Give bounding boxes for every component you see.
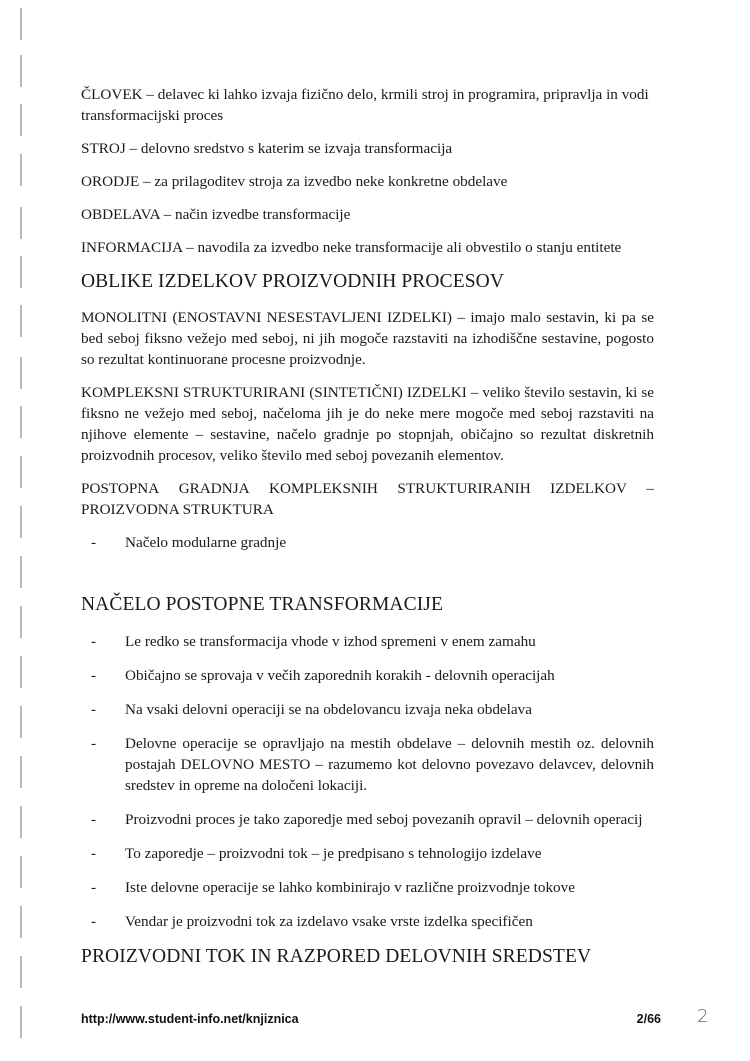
page-number: 2/66 — [636, 1012, 661, 1026]
list-item-text: Le redko se transformacija vhode v izhod spremeni v enem zamahu — [125, 633, 536, 650]
word: POSTOPNA — [81, 480, 160, 497]
page-footer — [81, 1012, 661, 1026]
word: – — [646, 480, 654, 497]
list-item-text: Vendar je proizvodni tok za izdelavo vsake vrste izdelka specifičen — [125, 913, 533, 930]
list-item — [81, 809, 654, 830]
section-heading-nacelo-postopne-transformacije: NAČELO POSTOPNE TRANSFORMACIJE — [81, 594, 444, 615]
word: KOMPLEKSNIH — [269, 480, 378, 497]
separator: – — [125, 140, 141, 157]
definition-text: način izvedbe transformacije — [174, 206, 351, 223]
term: STROJ — [81, 140, 126, 157]
term: ČLOVEK — [81, 86, 143, 103]
word: STRUKTURIRANIH — [397, 480, 531, 497]
definition-clovek — [81, 84, 654, 126]
definition-text: delavec ki lahko izvaja fizično delo, krmili stroj in programira, pripravlja in vodi transformacijski proces — [81, 86, 649, 124]
definition-text: delovno sredstvo s katerim se izvaja transformacija — [140, 140, 453, 157]
subtitle-line-1 — [81, 478, 654, 499]
list-item-text: Delovne operacije se opravljajo na mestih obdelave – delovnih mestih oz. delovnih postajah DELOVNO MESTO – razumemo kot delovno povezavo delavcev, delovnih sredstev in opreme na določeni lokaciji. — [125, 735, 654, 794]
section-heading-oblike-izdelkov: OBLIKE IZDELKOV PROIZVODNIH PROCESOV — [81, 271, 505, 292]
bullet-dash: - — [91, 633, 97, 650]
bullet-dash: - — [91, 667, 97, 684]
bullet-dash: - — [91, 534, 97, 551]
list-item — [81, 665, 654, 686]
list-item — [81, 532, 654, 553]
term: OBDELAVA — [81, 206, 160, 223]
list-item — [81, 733, 654, 796]
definition-obdelava — [81, 204, 654, 225]
separator: – — [139, 173, 155, 190]
bullet-dash: - — [91, 811, 97, 828]
subtitle-postopna-gradnja — [81, 478, 654, 520]
definition-text: za prilagoditev stroja za izvedbo neke konkretne obdelave — [154, 173, 508, 190]
separator: – — [182, 239, 198, 256]
list-item — [81, 631, 654, 652]
definition-informacija — [81, 237, 654, 258]
list-item — [81, 877, 654, 898]
bullet-dash: - — [91, 913, 97, 930]
paragraph-monolitni: MONOLITNI (ENOSTAVNI NESESTAVLJENI IZDELKI) – imajo malo sestavin, ki pa se bed seboj fiksno vežejo med seboj, ni jih mogoče razstaviti na izhodiščne sestavine, pogosto so rezultat kontinuorane procesne proizvodnje. — [81, 309, 654, 368]
binding-marks — [20, 0, 24, 1061]
bullet-list-modularne — [81, 532, 654, 553]
definition-stroj — [81, 138, 654, 159]
list-item-text: Proizvodni proces je tako zaporedje med seboj povezanih opravil – delovnih operacij — [125, 811, 643, 828]
list-item — [81, 699, 654, 720]
list-item-text: Iste delovne operacije se lahko kombinirajo v različne proizvodnje tokove — [125, 879, 575, 896]
word: IZDELKOV — [550, 480, 627, 497]
document-page — [81, 84, 654, 969]
list-item — [81, 843, 654, 864]
word: GRADNJA — [178, 480, 250, 497]
separator: – — [159, 206, 175, 223]
subtitle-line-2: PROIZVODNA STRUKTURA — [81, 501, 274, 518]
bullet-dash: - — [91, 845, 97, 862]
definition-text: navodila za izvedbo neke transformacije ali obvestilo o stanju entitete — [197, 239, 622, 256]
bullet-dash: - — [91, 735, 97, 752]
separator: – — [142, 86, 158, 103]
bullet-dash: - — [91, 701, 97, 718]
bullet-dash: - — [91, 879, 97, 896]
definition-orodje — [81, 171, 654, 192]
list-item-text: Na vsaki delovni operaciji se na obdelovancu izvaja neka obdelava — [125, 701, 532, 718]
term: ORODJE — [81, 173, 140, 190]
bullet-list-transformacija — [81, 631, 654, 932]
list-item — [81, 911, 654, 932]
section-heading-proizvodni-tok: PROIZVODNI TOK IN RAZPORED DELOVNIH SREDSTEV — [81, 946, 592, 967]
footer-url[interactable]: http://www.student-info.net/knjiznica — [81, 1012, 299, 1026]
list-item-text: Običajno se sprovaja v večih zaporednih korakih - delovnih operacijah — [125, 667, 555, 684]
term: INFORMACIJA — [81, 239, 183, 256]
handwritten-page-note: 2 — [697, 1006, 709, 1027]
list-item-text: Načelo modularne gradnje — [125, 534, 287, 551]
paragraph-kompleksni: KOMPLEKSNI STRUKTURIRANI (SINTETIČNI) IZDELKI – veliko število sestavin, ki se fiksno ne vežejo med seboj, načeloma jih je do neke mere mogoče med seboj razstaviti na njihove elemente – sestavine, načelo gradnje po stopnjah, običajno so rezultat diskretnih proizvodnih procesov, veliko število med seboj povezanih elementov. — [81, 384, 654, 464]
list-item-text: To zaporedje – proizvodni tok – je predpisano s tehnologijo izdelave — [125, 845, 542, 862]
